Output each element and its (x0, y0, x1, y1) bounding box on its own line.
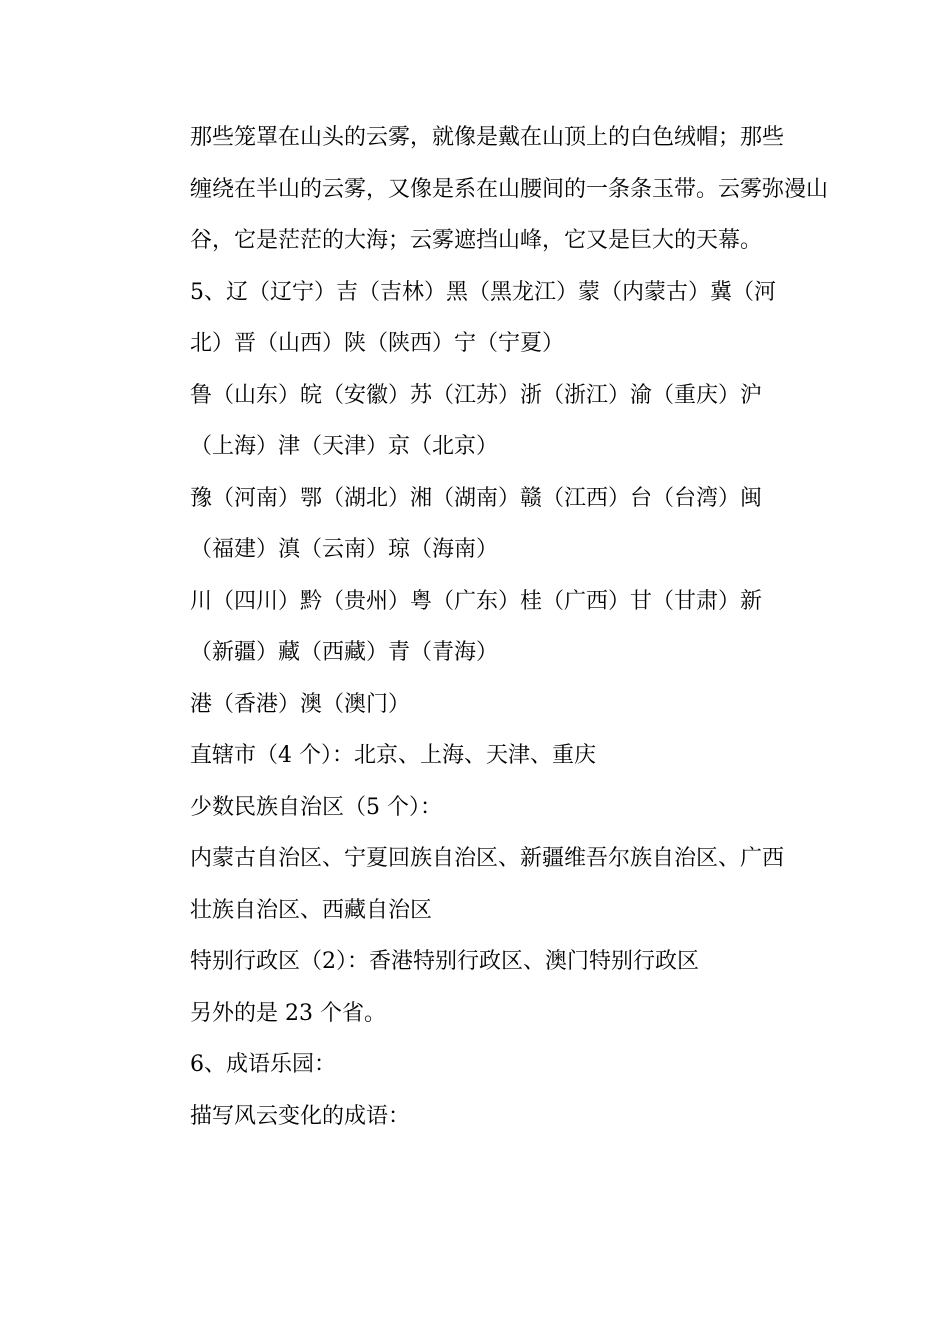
document-body (146, 112, 829, 1142)
text-line: （福建）滇（云南）琼（海南） (190, 537, 499, 562)
text-line: 描写风云变化的成语： (190, 1103, 411, 1129)
paragraph-cloud-description (146, 112, 829, 267)
text-line: 5、辽（辽宁）吉（吉林）黑（黑龙江）蒙（内蒙古）冀（河 (190, 279, 776, 305)
text-line: 谷，它是茫茫的大海；云雾遮挡山峰，它又是巨大的天幕。 (190, 228, 763, 253)
text-line: 港（香港）澳（澳门） (190, 691, 411, 717)
paragraph-special-admin-regions (146, 936, 800, 988)
text-line: 川（四川）黔（贵州）粤（广东）桂（广西）甘（甘肃）新 (190, 588, 763, 614)
paragraph-idiom-subheading (146, 1091, 800, 1143)
text-line: 内蒙古自治区、宁夏回族自治区、新疆维吾尔族自治区、广西 (190, 846, 785, 871)
text-line: 6、成语乐园： (190, 1052, 336, 1077)
paragraph-autonomous-regions-list (146, 833, 800, 936)
paragraph-province-abbr-north (146, 267, 800, 370)
text-line: 缠绕在半山的云雾，又像是系在山腰间的一条条玉带。云雾弥漫山 (190, 176, 829, 202)
paragraph-provinces-count (146, 988, 800, 1040)
paragraph-sar-abbr (146, 679, 800, 731)
paragraph-autonomous-regions-heading (146, 782, 800, 834)
text-line: （新疆）藏（西藏）青（青海） (190, 640, 499, 665)
paragraph-municipalities (146, 730, 800, 782)
paragraph-province-abbr-west (146, 576, 800, 679)
text-line: 少数民族自治区（5 个）： (190, 794, 442, 820)
text-line: 壮族自治区、西藏自治区 (190, 897, 433, 923)
paragraph-province-abbr-central (146, 473, 800, 576)
text-line: 北）晋（山西）陕（陕西）宁（宁夏） (190, 331, 565, 356)
text-line: 直辖市（4 个）：北京、上海、天津、重庆 (190, 743, 596, 768)
text-line: （上海）津（天津）京（北京） (190, 434, 499, 459)
paragraph-province-abbr-east (146, 370, 800, 473)
text-line: 鲁（山东）皖（安徽）苏（江苏）浙（浙江）渝（重庆）沪 (190, 382, 763, 408)
text-line: 那些笼罩在山头的云雾，就像是戴在山顶上的白色绒帽；那些 (190, 125, 785, 150)
paragraph-idiom-heading (146, 1039, 800, 1091)
text-line: 豫（河南）鄂（湖北）湘（湖南）赣（江西）台（台湾）闽 (190, 485, 763, 511)
text-line: 另外的是 23 个省。 (190, 1000, 386, 1026)
text-line: 特别行政区（2）：香港特别行政区、澳门特别行政区 (190, 949, 699, 974)
